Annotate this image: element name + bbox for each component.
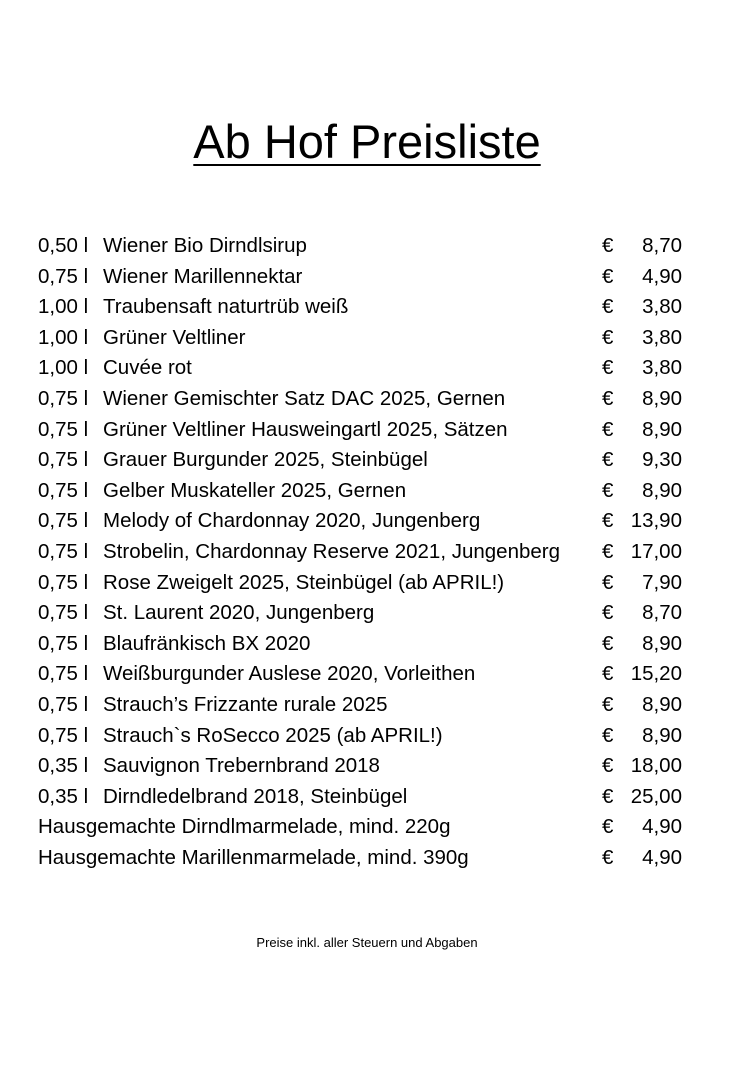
item-quantity: 0,75 l (38, 692, 89, 716)
item-price: 3,80 (642, 356, 682, 380)
price-list-row (38, 476, 688, 507)
item-price: 9,30 (642, 448, 682, 472)
item-currency: € (602, 662, 614, 686)
item-price: 8,70 (642, 601, 682, 625)
price-list-row (38, 323, 688, 354)
item-quantity: 0,75 l (38, 509, 89, 533)
item-price: 7,90 (642, 570, 682, 594)
item-price: 25,00 (630, 784, 682, 808)
item-name: Strauch`s RoSecco 2025 (ab APRIL!) (103, 723, 443, 747)
item-currency: € (602, 386, 614, 410)
item-name: Grüner Veltliner Hausweingartl 2025, Sätzen (103, 417, 508, 441)
item-currency: € (602, 417, 614, 441)
price-list-row (38, 629, 688, 660)
item-name: Grüner Veltliner (103, 325, 246, 349)
price-list-row (38, 231, 688, 262)
item-name: Sauvignon Trebernbrand 2018 (103, 754, 380, 778)
item-name: Weißburgunder Auslese 2020, Vorleithen (103, 662, 476, 686)
item-name: Rose Zweigelt 2025, Steinbügel (ab APRIL!) (103, 570, 505, 594)
item-price: 8,70 (642, 234, 682, 257)
item-quantity: 0,75 l (38, 386, 89, 410)
item-quantity: 0,75 l (38, 448, 89, 472)
price-list-row (38, 659, 688, 690)
price-list-row (38, 353, 688, 384)
item-name: Wiener Bio Dirndlsirup (103, 234, 307, 257)
price-list-row (38, 751, 688, 782)
item-quantity: 0,75 l (38, 570, 89, 594)
item-currency: € (602, 723, 614, 747)
price-list (38, 231, 688, 873)
item-price: 15,20 (630, 662, 682, 686)
item-name: Blaufränkisch BX 2020 (103, 631, 311, 655)
item-name: Traubensaft naturtrüb weiß (103, 295, 349, 319)
item-price: 4,90 (642, 845, 682, 869)
item-price: 13,90 (630, 509, 682, 533)
item-name: Gelber Muskateller 2025, Gernen (103, 478, 407, 502)
price-list-row (38, 568, 688, 599)
item-price: 8,90 (642, 386, 682, 410)
page-title (0, 112, 734, 172)
item-price: 4,90 (642, 264, 682, 288)
item-currency: € (602, 784, 614, 808)
item-quantity: 0,75 l (38, 662, 89, 686)
item-name: Dirndledelbrand 2018, Steinbügel (103, 784, 408, 808)
price-list-row (38, 537, 688, 568)
item-quantity: 0,75 l (38, 478, 89, 502)
price-list-row (38, 292, 688, 323)
item-price: 4,90 (642, 815, 682, 839)
item-currency: € (602, 631, 614, 655)
item-currency: € (602, 295, 614, 319)
item-quantity: 0,35 l (38, 784, 89, 808)
page-title-text: Ab Hof Preisliste (193, 115, 541, 168)
item-quantity: 1,00 l (38, 325, 89, 349)
price-list-row (38, 384, 688, 415)
item-price: 8,90 (642, 723, 682, 747)
price-list-row (38, 445, 688, 476)
footer-note: Preise inkl. aller Steuern und Abgaben (256, 935, 478, 950)
item-currency: € (602, 754, 614, 778)
price-list-row (38, 721, 688, 752)
item-name: Strauch’s Frizzante rurale 2025 (103, 692, 388, 716)
item-price: 8,90 (642, 692, 682, 716)
item-price: 8,90 (642, 417, 682, 441)
item-quantity: 0,50 l (38, 234, 89, 257)
item-price: 18,00 (630, 754, 682, 778)
price-list-row (38, 812, 688, 843)
item-currency: € (602, 601, 614, 625)
item-name: Hausgemachte Dirndlmarmelade, mind. 220g (38, 815, 451, 839)
price-list-row (38, 843, 688, 874)
item-quantity: 0,75 l (38, 539, 89, 563)
item-quantity: 0,75 l (38, 264, 89, 288)
item-price: 8,90 (642, 631, 682, 655)
item-currency: € (602, 845, 614, 869)
price-list-row (38, 782, 688, 813)
item-currency: € (602, 478, 614, 502)
item-currency: € (602, 325, 614, 349)
item-quantity: 0,35 l (38, 754, 89, 778)
item-price: 3,80 (642, 325, 682, 349)
item-currency: € (602, 264, 614, 288)
item-price: 8,90 (642, 478, 682, 502)
item-currency: € (602, 356, 614, 380)
item-quantity: 0,75 l (38, 631, 89, 655)
item-name: Melody of Chardonnay 2020, Jungenberg (103, 509, 481, 533)
item-name: Wiener Gemischter Satz DAC 2025, Gernen (103, 386, 506, 410)
item-name: Cuvée rot (103, 356, 192, 380)
item-currency: € (602, 570, 614, 594)
item-quantity: 1,00 l (38, 295, 89, 319)
item-quantity: 0,75 l (38, 601, 89, 625)
item-currency: € (602, 539, 614, 563)
item-quantity: 0,75 l (38, 417, 89, 441)
price-list-row (38, 506, 688, 537)
price-list-row (38, 262, 688, 293)
item-price: 3,80 (642, 295, 682, 319)
item-currency: € (602, 509, 614, 533)
item-quantity: 1,00 l (38, 356, 89, 380)
item-currency: € (602, 234, 614, 257)
item-quantity: 0,75 l (38, 723, 89, 747)
price-list-row (38, 690, 688, 721)
item-name: Wiener Marillennektar (103, 264, 303, 288)
item-name: St. Laurent 2020, Jungenberg (103, 601, 375, 625)
item-currency: € (602, 815, 614, 839)
item-currency: € (602, 448, 614, 472)
price-list-row (38, 415, 688, 446)
item-name: Grauer Burgunder 2025, Steinbügel (103, 448, 428, 472)
price-list-row (38, 598, 688, 629)
item-name: Hausgemachte Marillenmarmelade, mind. 390g (38, 845, 469, 869)
item-name: Strobelin, Chardonnay Reserve 2021, Jungenberg (103, 539, 560, 563)
item-price: 17,00 (630, 539, 682, 563)
item-currency: € (602, 692, 614, 716)
